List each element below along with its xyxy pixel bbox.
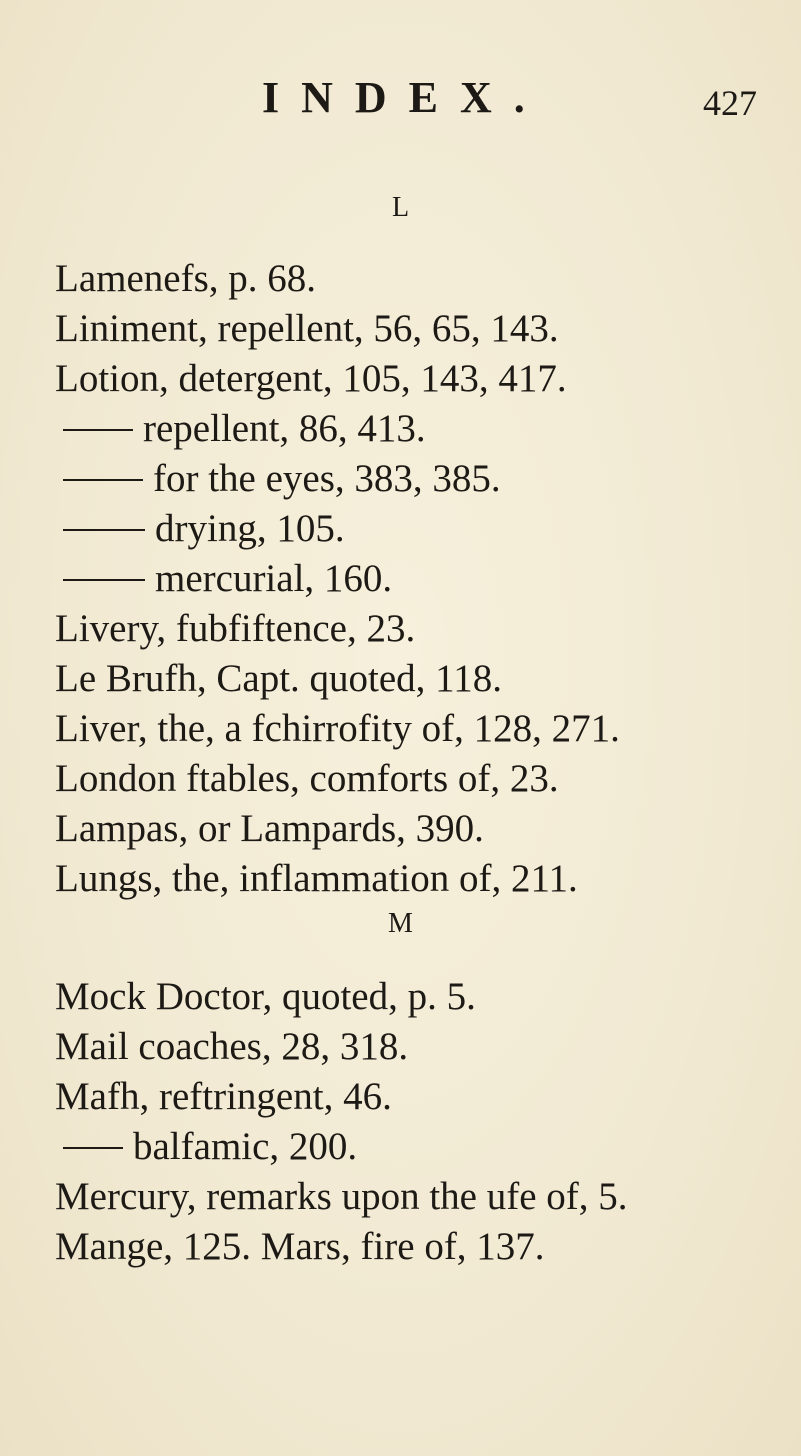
page-header-title: INDEX.: [262, 73, 547, 122]
index-entry: Mercury, remarks upon the ufe of, 5.: [55, 1175, 628, 1218]
ditto-dash: [63, 529, 145, 531]
ditto-dash: [63, 1147, 123, 1149]
index-entry: Lotion, detergent, 105, 143, 417.: [55, 357, 567, 400]
ditto-dash: [63, 479, 143, 481]
index-entry: Livery, fubfiftence, 23.: [55, 607, 416, 650]
section-heading-m: M: [388, 908, 413, 939]
index-entry: Mange, 125. Mars, fire of, 137.: [55, 1225, 545, 1268]
index-subentry: for the eyes, 383, 385.: [55, 454, 775, 504]
index-entry: Mafh, reftringent, 46.: [55, 1075, 392, 1118]
ditto-dash: [63, 579, 145, 581]
page-number: 427: [703, 83, 757, 123]
index-entry: London ftables, comforts of, 23.: [55, 757, 559, 800]
section-l-entries: [55, 254, 775, 904]
ditto-dash: [63, 429, 133, 431]
index-subentry: mercurial, 160.: [55, 554, 775, 604]
index-subentry: balfamic, 200.: [55, 1122, 775, 1172]
index-entry: Liver, the, a fchirrofity of, 128, 271.: [55, 707, 620, 750]
index-subentry: repellent, 86, 413.: [55, 404, 775, 454]
section-heading-l: L: [391, 192, 410, 223]
index-entry: Lungs, the, inflammation of, 211.: [55, 857, 578, 900]
index-subentry: drying, 105.: [55, 504, 775, 554]
section-m-entries: [55, 972, 775, 1272]
index-entry: Mail coaches, 28, 318.: [55, 1025, 409, 1068]
index-entry: Le Brufh, Capt. quoted, 118.: [55, 657, 502, 700]
index-entry: Liniment, repellent, 56, 65, 143.: [55, 307, 559, 350]
index-entry: Lamenefs, p. 68.: [55, 257, 317, 300]
index-entry: Lampas, or Lampards, 390.: [55, 807, 484, 850]
index-entry: Mock Doctor, quoted, p. 5.: [55, 975, 476, 1018]
